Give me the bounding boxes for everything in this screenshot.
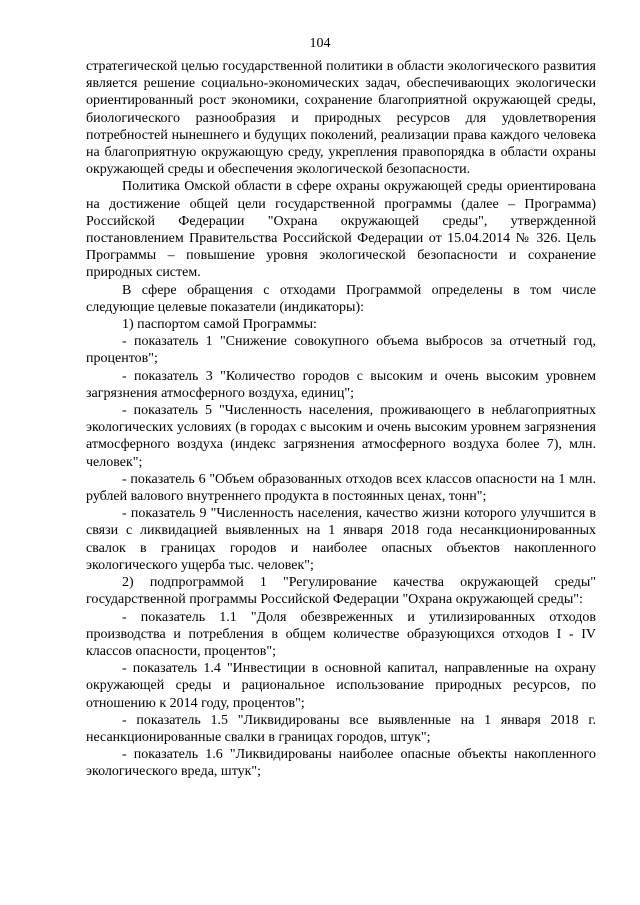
- list-item-indicator-1-6: - показатель 1.6 "Ликвидированы наиболее опасные объекты накопленного экологического вреда, штук";: [86, 747, 596, 780]
- list-item-indicator-1-5: - показатель 1.5 "Ликвидированы все выявленные на 1 января 2018 г. несанкционированные свалки в границах городов, штук";: [86, 712, 596, 745]
- list-item-indicator-3: - показатель 3 "Количество городов с высоким и очень высоким уровнем загрязнения атмосферного воздуха, единиц";: [86, 368, 596, 401]
- list-item-indicator-6: - показатель 6 "Объем образованных отходов всех классов опасности на 1 млн. рублей валового внутреннего продукта в постоянных ценах, тонн";: [86, 471, 596, 505]
- paragraph-program-policy: Политика Омской области в сфере охраны окружающей среды ориентирована на достижение общей цели государственной программы (далее – Программа) Российской Федерации "Охрана окружающей среды", утвержденной постановлением Правительства Российской Федерации от 15.04.2014 № 326. Цель Программы – повышение уровня экологической безопасности и сохранение природных систем.: [86, 179, 596, 281]
- list-item-indicator-1: - показатель 1 "Снижение совокупного объема выбросов за отчетный год, процентов";: [86, 334, 596, 367]
- list-item-indicator-5: - показатель 5 "Численность населения, проживающего в неблагоприятных экологических условиях (в городах с высоким и очень высоким уровнем загрязнения атмосферного воздуха (индекс загрязнения атмосферного воздуха более 7), млн. человек";: [86, 403, 596, 470]
- list-item-indicator-1-4: - показатель 1.4 "Инвестиции в основной капитал, направленные на охрану окружающей среды и рациональное использование природных ресурсов, по отношению к 2014 году, процентов";: [86, 661, 596, 711]
- list-heading-subprogram-1: 2) подпрограммой 1 "Регулирование качества окружающей среды" государственной программы Российской Федерации "Охрана окружающей среды":: [86, 575, 596, 608]
- page-number: 104: [309, 36, 331, 51]
- list-item-indicator-9: - показатель 9 "Численность населения, качество жизни которого улучшится в связи с ликвидацией выявленных на 1 января 2018 года несанкционированных свалок в границах городов и наиболее опасных объектов накопленного экологического ущерба тыс. человек";: [86, 506, 596, 573]
- paragraph-continuation: стратегической целью государственной политики в области экологического развития является решение социально-экономических задач, обеспечивающих экологически ориентированный рост экономики, сохранение благоприятной окружающей среды, биологического разнообразия и природных ресурсов для удовлетворения потребностей нынешнего и будущих поколений, реализации права каждого человека на благоприятную окружающую среду, укрепления правопорядка в области охраны окружающей среды и обеспечения экологической безопасности.: [86, 59, 596, 178]
- paragraph-waste-indicators: В сфере обращения с отходами Программой определены в том числе следующие целевые показатели (индикаторы):: [86, 282, 596, 315]
- list-item-indicator-1-1: - показатель 1.1 "Доля обезвреженных и утилизированных отходов производства и потребления в общем количестве образующихся отходов I - IV классов опасности, процентов";: [86, 609, 596, 659]
- document-body: [86, 58, 596, 781]
- list-heading-program-passport: 1) паспортом самой Программы:: [122, 317, 317, 333]
